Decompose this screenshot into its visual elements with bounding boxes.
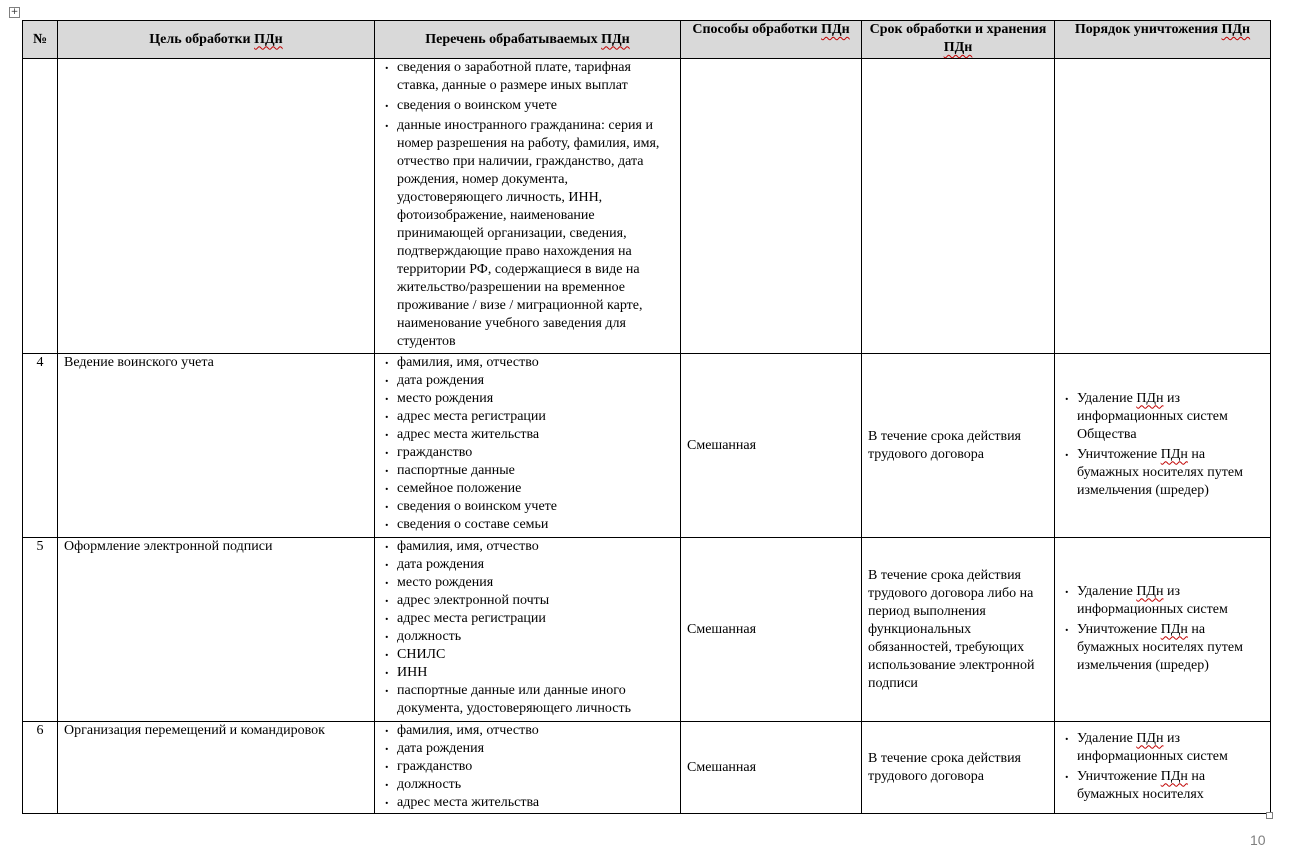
table-row (23, 538, 1271, 722)
pdn-list (381, 59, 674, 351)
list-item: . Удаление ПДн из информационных систем (1061, 583, 1264, 619)
pdn-list (381, 354, 674, 534)
row-items (375, 722, 681, 814)
list-item: . дата рождения (381, 556, 674, 574)
row-items (375, 354, 681, 538)
list-item: . Уничтожение ПДн на бумажных носителях (1061, 768, 1264, 804)
row-items (375, 538, 681, 722)
page-number: 10 (1250, 832, 1266, 848)
list-item: . Уничтожение ПДн на бумажных носителях путем измельчения (шредер) (1061, 446, 1264, 500)
row-num: 4 (23, 354, 58, 538)
list-item: . сведения о воинском учете (381, 498, 674, 516)
table-move-handle-icon[interactable]: + (10, 7, 19, 17)
table-row (23, 59, 1271, 354)
pdn-list (381, 538, 674, 718)
list-item: . адрес места жительства (381, 426, 674, 444)
header-methods: Способы обработки ПДн (681, 21, 862, 59)
list-item: . адрес электронной почты (381, 592, 674, 610)
list-item: . ИНН (381, 664, 674, 682)
pdn-list (381, 722, 674, 812)
table-row (23, 722, 1271, 814)
list-item: . Удаление ПДн из информационных систем (1061, 730, 1264, 766)
list-item: . семейное положение (381, 480, 674, 498)
list-item: . место рождения (381, 390, 674, 408)
row-num (23, 59, 58, 354)
table-resize-handle[interactable] (1266, 812, 1273, 819)
header-purpose: Цель обработки ПДн (58, 21, 375, 59)
table-header-row (23, 21, 1271, 59)
row-purpose: Организация перемещений и командировок (58, 722, 375, 814)
header-destruction: Порядок уничтожения ПДн (1055, 21, 1271, 59)
row-items (375, 59, 681, 354)
list-item: . паспортные данные или данные иного документа, удостоверяющего личность (381, 682, 674, 718)
list-item: . СНИЛС (381, 646, 674, 664)
list-item: . должность (381, 628, 674, 646)
row-destruction (1055, 722, 1271, 814)
list-item: . Удаление ПДн из информационных систем Общества (1061, 390, 1264, 444)
row-method: Смешанная (681, 722, 862, 814)
list-item: . паспортные данные (381, 462, 674, 480)
header-num: № (23, 21, 58, 59)
list-item: . сведения о составе семьи (381, 516, 674, 534)
list-item: . адрес места жительства (381, 794, 674, 812)
row-term (862, 59, 1055, 354)
row-method: Смешанная (681, 538, 862, 722)
list-item: . фамилия, имя, отчество (381, 538, 674, 556)
header-list: Перечень обрабатываемых ПДн (375, 21, 681, 59)
row-num: 6 (23, 722, 58, 814)
header-term: Срок обработки и хранения ПДн (862, 21, 1055, 59)
list-item: . гражданство (381, 758, 674, 776)
list-item: . гражданство (381, 444, 674, 462)
list-item: . фамилия, имя, отчество (381, 722, 674, 740)
row-method (681, 59, 862, 354)
list-item: . фамилия, имя, отчество (381, 354, 674, 372)
row-purpose: Ведение воинского учета (58, 354, 375, 538)
list-item: . сведения о воинском учете (381, 97, 674, 115)
destruction-list (1061, 390, 1264, 500)
table-row (23, 354, 1271, 538)
list-item: . место рождения (381, 574, 674, 592)
list-item: . Уничтожение ПДн на бумажных носителях путем измельчения (шредер) (1061, 621, 1264, 675)
destruction-list (1061, 583, 1264, 675)
row-destruction (1055, 354, 1271, 538)
row-term: В течение срока действия трудового договора либо на период выполнения функциональных обязанностей, требующих использование электронной подписи (862, 538, 1055, 722)
row-destruction (1055, 538, 1271, 722)
row-method: Смешанная (681, 354, 862, 538)
row-term: В течение срока действия трудового договора (862, 722, 1055, 814)
destruction-list (1061, 730, 1264, 804)
row-destruction (1055, 59, 1271, 354)
list-item: . данные иностранного гражданина: серия и номер разрешения на работу, фамилия, имя, отчество при наличии, гражданство, дата рождения, номер документа, удостоверяющего личность, ИНН, фотоизображение, наименование принимающей организации, сведения, подтверждающие право нахождения на территории РФ, содержащиеся в виде на жительство/разрешении на временное проживание / визе / миграционной карте, наименование учебного заведения для студентов (381, 117, 674, 351)
list-item: . адрес места регистрации (381, 610, 674, 628)
row-num: 5 (23, 538, 58, 722)
list-item: . дата рождения (381, 740, 674, 758)
row-purpose: Оформление электронной подписи (58, 538, 375, 722)
row-purpose (58, 59, 375, 354)
list-item: . должность (381, 776, 674, 794)
pdn-processing-table (22, 20, 1271, 814)
row-term: В течение срока действия трудового договора (862, 354, 1055, 538)
list-item: . дата рождения (381, 372, 674, 390)
list-item: . адрес места регистрации (381, 408, 674, 426)
list-item: . сведения о заработной плате, тарифная ставка, данные о размере иных выплат (381, 59, 674, 95)
